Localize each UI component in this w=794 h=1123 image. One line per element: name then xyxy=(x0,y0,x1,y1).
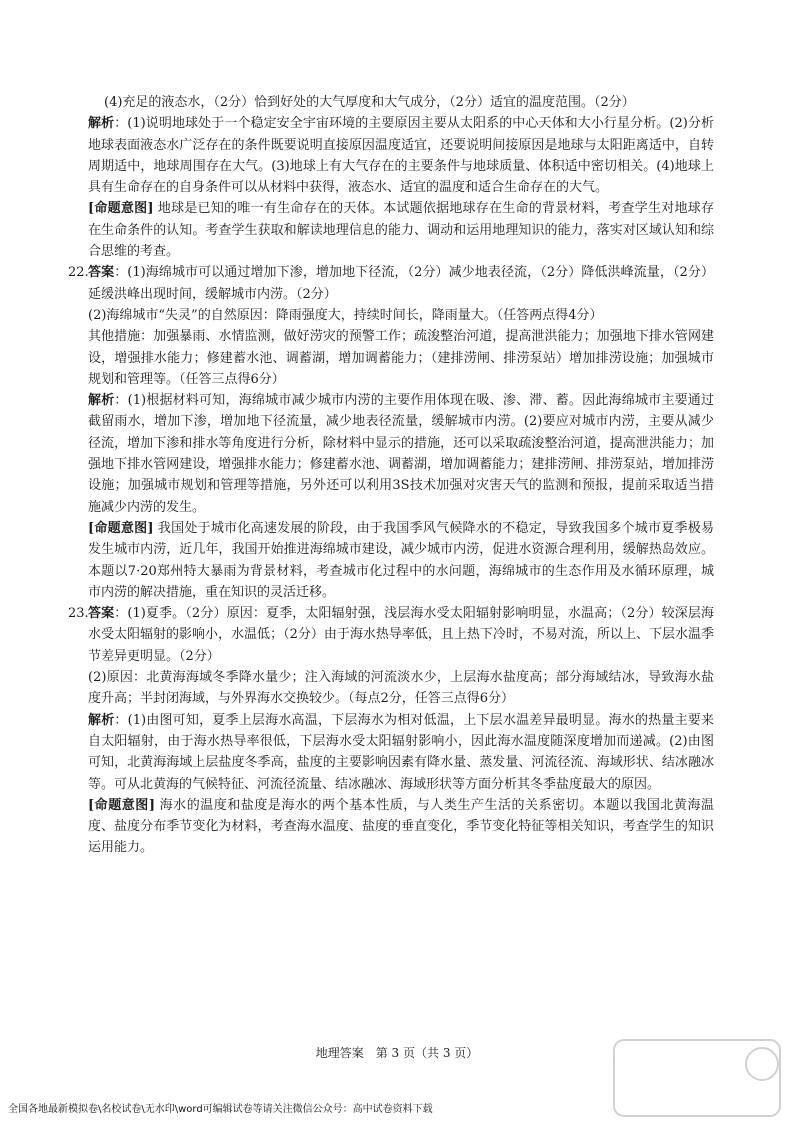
q23-analysis xyxy=(88,710,714,795)
q22-answer-part1 xyxy=(68,262,714,305)
question-22-block xyxy=(68,262,714,603)
footer-notice: 全国各地最新模拟卷\名校试卷\无水印\word可编辑试卷等请关注微信公众号：高中试卷资料下载 xyxy=(8,1104,433,1115)
q23-answer-part2: (2)原因：北黄海海域冬季降水量少；注入海域的河流淡水少，上层海水盐度高；部分海域结冰，导致海水盐度升高；半封闭海域，与外界海水交换较少。（每点2分，任答三点得6分） xyxy=(88,670,714,707)
analysis-text: ：(1)根据材料可知，海绵城市减少城市内涝的主要作用体现在吸、渗、滞、蓄。因此海绵城市主要通过截留雨水，增加下渗，增加地下径流量，减少地表径流量，缓解城市内涝。(2)要应对城市内涝，主要从减少径流，增加下渗和排水等角度进行分析，除材料中显示的措施，还可以采取疏浚整治河道，提高泄洪能力；加强地下排水管网建设，增强排水能力；修建蓄水池、调蓄湖，增加调蓄能力；建排涝闸、排涝泵站，增加排涝设施；加强城市规划和管理等措施，另外还可以利用3S技术加强对灾害天气的监测和预报，提前采取适当措施减少内涝的发生。 xyxy=(88,393,714,515)
q23-answer-part1 xyxy=(68,603,714,667)
answer-label: 答案 xyxy=(88,265,115,281)
q22-intent xyxy=(88,518,714,603)
answer-text: ：(1)夏季。（2分）原因：夏季，太阳辐射强，浅层海水受太阳辐射影响明显，水温高；（2分）较深层海水受太阳辐射的影响小，水温低；（2分）由于海水热导率低，且上热下冷时，不易对流，所以上、下层水温季节差异更明显。（2分） xyxy=(88,606,714,664)
site-logo-watermark xyxy=(612,1038,782,1118)
analysis-label: 解析 xyxy=(88,393,115,409)
q21-analysis xyxy=(88,113,714,198)
page-footer: 地理答案 第 3 页（共 3 页） xyxy=(315,1046,479,1060)
question-23-block xyxy=(68,603,714,859)
q22-answer-part2: (2)海绵城市“失灵”的自然原因：降雨强度大，持续时间长，降雨量大。（任答两点得4分） xyxy=(88,307,603,323)
intent-label: [命题意图] xyxy=(88,520,154,536)
intent-label: [命题意图] xyxy=(88,201,154,217)
intent-text: 海水的温度和盐度是海水的两个基本性质，与人类生产生活的关系密切。本题以我国北黄海温度、盐度分布季节变化为材料，考查海水温度、盐度的垂直变化，季节变化特征等相关知识，考查学生的知识运用能力。 xyxy=(88,797,714,856)
question-21-block xyxy=(88,92,714,262)
intent-label: [命题意图] xyxy=(88,797,155,813)
intent-text: 我国处于城市化高速发展的阶段，由于我国季风气候降水的不稳定，导致我国多个城市夏季极易发生城市内涝，近几年，我国开始推进海绵城市建设，减少城市内涝，促进水资源合理利用，缓解热岛效应。本题以7·20郑州特大暴雨为背景材料，考查城市化过程中的水问题，海绵城市的生态作用及水循环原理，城市内涝的解决措施，重在知识的灵活迁移。 xyxy=(88,520,714,600)
answer-text: ：(1)海绵城市可以通过增加下渗，增加地下径流，（2分）减少地表径流，（2分）降低洪峰流量，（2分）延缓洪峰出现时间，缓解城市内涝。（2分） xyxy=(88,265,714,302)
answer-label: 答案 xyxy=(88,606,115,622)
answer-content xyxy=(68,92,714,859)
analysis-text: ：(1)说明地球处于一个稳定安全宇宙环境的主要原因主要从太阳系的中心天体和大小行星分析。(2)分析地球表面液态水广泛存在的条件既要说明直接原因温度适宜，还要说明间接原因是地球与太阳距离适中，自转周期适中，地球周围存在大气。(3)地球上有大气存在的主要条件与地球质量、体积适中密切相关。(4)地球上具有生命存在的自身条件可以从材料中获得，液态水、适宜的温度和适合生命存在的大气。 xyxy=(88,116,714,196)
q21-intent xyxy=(88,198,714,262)
analysis-label: 解析 xyxy=(88,712,115,728)
intent-text: 地球是已知的唯一有生命存在的天体。本试题依据地球存在生命的背景材料，考查学生对地球存在生命条件的认知。考查学生获取和解读地理信息的能力、调动和运用地理知识的能力，落实对区域认知和综合思维的考查。 xyxy=(88,201,714,260)
q23-intent xyxy=(88,795,714,859)
q21-answer-part4: (4)充足的液态水，（2分）恰到好处的大气厚度和大气成分，（2分）适宜的温度范围。（2分） xyxy=(104,95,635,110)
question-number: 23. xyxy=(68,606,89,622)
analysis-text: ：(1)由图可知，夏季上层海水高温，下层海水为相对低温，上下层水温差异最明显。海水的热量主要来自太阳辐射，由于海水热导率很低，下层海水受太阳辐射影响小，因此海水温度随深度增加而递减。(2)由图可知，北黄海海域上层盐度冬季高，盐度的主要影响因素有降水量、蒸发量、河流径流、海域形状、结冰融冰等。可从北黄海的气候特征、河流径流量、结冰融冰、海域形状等方面分析其冬季盐度最大的原因。 xyxy=(88,712,714,792)
analysis-label: 解析 xyxy=(88,116,115,132)
question-number: 22. xyxy=(68,265,89,281)
q22-answer-part3: 其他措施：加强暴雨、水情监测，做好涝灾的预警工作；疏浚整治河道，提高泄洪能力；加强地下排水管网建设，增强排水能力；修建蓄水池、调蓄湖，增加调蓄能力；（建排涝闸、排涝泵站）增加排涝设施；加强城市规划和管理等。（任答三点得6分） xyxy=(88,329,714,387)
q22-analysis xyxy=(88,390,714,518)
